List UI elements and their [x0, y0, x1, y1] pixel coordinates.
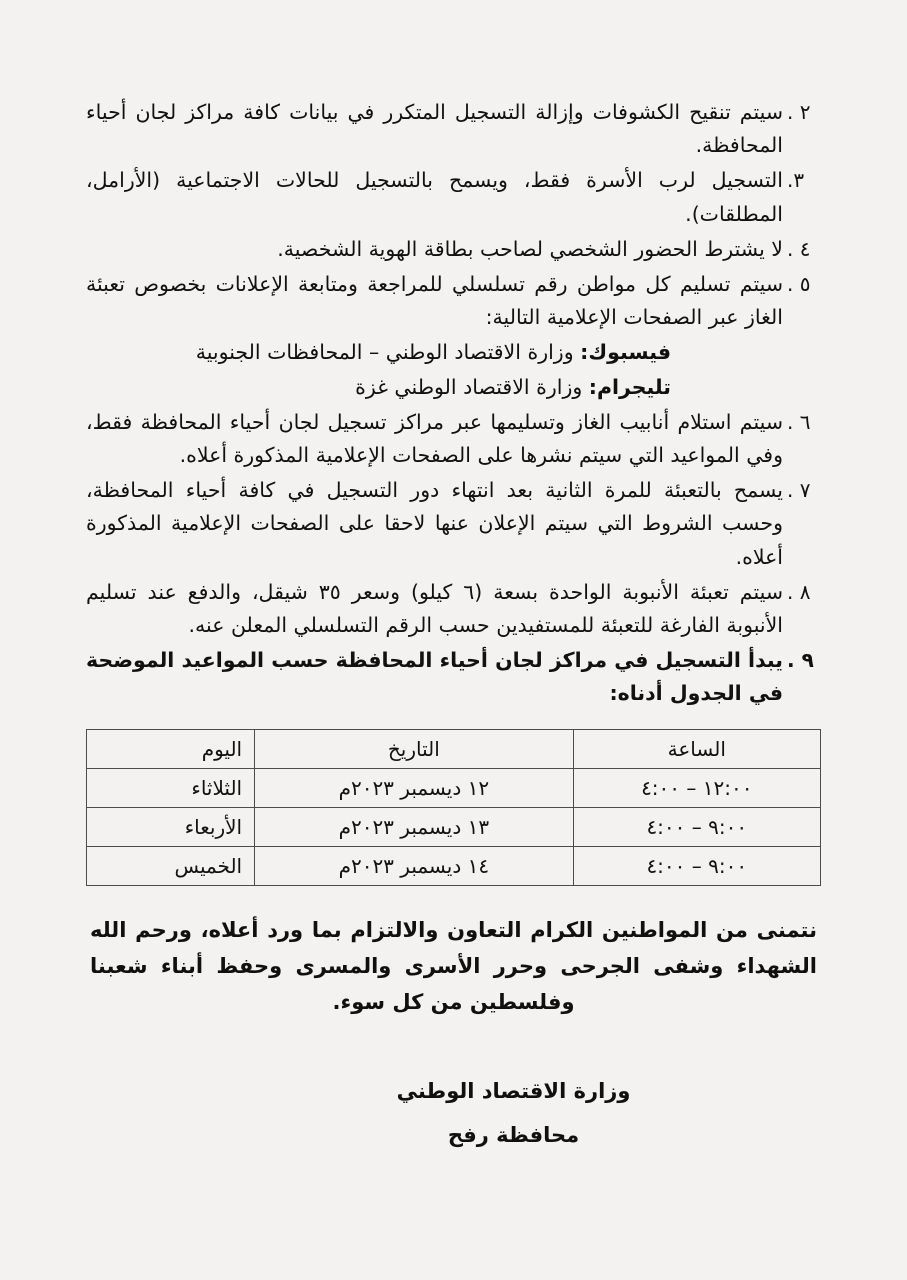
list-item-number: ٧ . [787, 478, 811, 503]
list-item [86, 233, 821, 266]
list-item-text: سيتم تسليم كل مواطن رقم تسلسلي للمراجعة ومتابعة الإعلانات بخصوص تعبئة الغاز عبر الصفحات الإعلامية التالية: [86, 272, 783, 330]
list-item-number: ٩ . [787, 648, 814, 673]
list-item [86, 406, 821, 472]
list-item-number: ٨ . [787, 579, 811, 604]
list-item [86, 164, 821, 230]
list-item-number: ٦ . [787, 409, 811, 434]
table-row [87, 846, 821, 885]
schedule-table [86, 729, 821, 886]
media-page-label: تليجرام: [588, 374, 671, 399]
cell-date: ١٤ ديسمبر ٢٠٢٣م [255, 846, 573, 885]
media-page-value: وزارة الاقتصاد الوطني – المحافظات الجنوبية [195, 340, 574, 365]
list-item-text: يسمح بالتعبئة للمرة الثانية بعد انتهاء دور التسجيل في كافة أحياء المحافظة، وحسب الشروط التي سيتم الإعلان عنها لاحقا على الصفحات الإعلامية المذكورة أعلاه. [86, 478, 783, 569]
cell-date: ١٢ ديسمبر ٢٠٢٣م [255, 768, 573, 807]
cell-time: ٩:٠٠ – ٤:٠٠ [573, 846, 820, 885]
signature-block [86, 1072, 821, 1156]
list-item-number: ٣. [787, 168, 805, 193]
schedule-table-head [87, 729, 821, 768]
list-item-text: سيتم تعبئة الأنبوبة الواحدة بسعة (٦ كيلو) وسعر ٣٥ شيقل، والدفع عند تسليم الأنبوبة الفارغة للتعبئة للمستفيدين حسب الرقم التسلسلي المعلن عنه. [86, 579, 783, 638]
cell-time: ٩:٠٠ – ٤:٠٠ [573, 807, 820, 846]
list-item-text: سيتم استلام أنابيب الغاز وتسليمها عبر مراكز تسجيل لجان أحياء المحافظة فقط، وفي المواعيد التي سيتم نشرها على الصفحات الإعلامية المذكورة أعلاه. [86, 409, 783, 468]
document-body [86, 96, 821, 1156]
table-header-row [87, 729, 821, 768]
list-item-text: لا يشترط الحضور الشخصي لصاحب بطاقة الهوية الشخصية. [277, 236, 783, 261]
column-header-time: الساعة [573, 729, 820, 768]
media-page-value: وزارة الاقتصاد الوطني غزة [355, 374, 583, 399]
cell-day: الثلاثاء [87, 768, 255, 807]
list-item-number: ٤ . [787, 236, 811, 261]
list-item [86, 576, 821, 642]
signature-governorate: محافظة رفح [447, 1122, 580, 1147]
column-header-date: التاريخ [255, 729, 573, 768]
table-row [87, 807, 821, 846]
media-page-telegram [86, 371, 671, 404]
list-item-text: التسجيل لرب الأسرة فقط، ويسمح بالتسجيل للحالات الاجتماعية (الأرامل، المطلقات). [86, 168, 783, 226]
numbered-list-continued [86, 406, 821, 711]
media-page-facebook [86, 336, 671, 369]
list-item [86, 644, 821, 710]
list-item [86, 96, 821, 162]
cell-time: ١٢:٠٠ – ٤:٠٠ [573, 768, 820, 807]
signature-ministry: وزارة الاقتصاد الوطني [396, 1078, 631, 1103]
cell-day: الخميس [87, 846, 255, 885]
column-header-day: اليوم [87, 729, 255, 768]
list-item [86, 474, 821, 574]
closing-paragraph: نتمنى من المواطنين الكرام التعاون والالتزام بما ورد أعلاه، ورحم الله الشهداء وشفى الجرحى وحرر الأسرى والمسرى وحفظ أبناء شعبنا وفلسطين من كل سوء. [90, 917, 817, 1014]
list-item [86, 268, 821, 334]
list-item-text: سيتم تنقيح الكشوفات وإزالة التسجيل المتكرر في بيانات كافة مراكز لجان أحياء المحافظة. [86, 100, 783, 158]
table-row [87, 768, 821, 807]
numbered-list [86, 96, 821, 334]
cell-date: ١٣ ديسمبر ٢٠٢٣م [255, 807, 573, 846]
schedule-table-body [87, 768, 821, 885]
media-page-label: فيسبوك: [580, 340, 671, 365]
list-item-number: ٢ . [787, 100, 811, 124]
list-item-number: ٥ . [787, 272, 811, 297]
media-pages [86, 336, 821, 403]
list-item-text: يبدأ التسجيل في مراكز لجان أحياء المحافظة حسب المواعيد الموضحة في الجدول أدناه: [86, 648, 783, 706]
cell-day: الأربعاء [87, 807, 255, 846]
